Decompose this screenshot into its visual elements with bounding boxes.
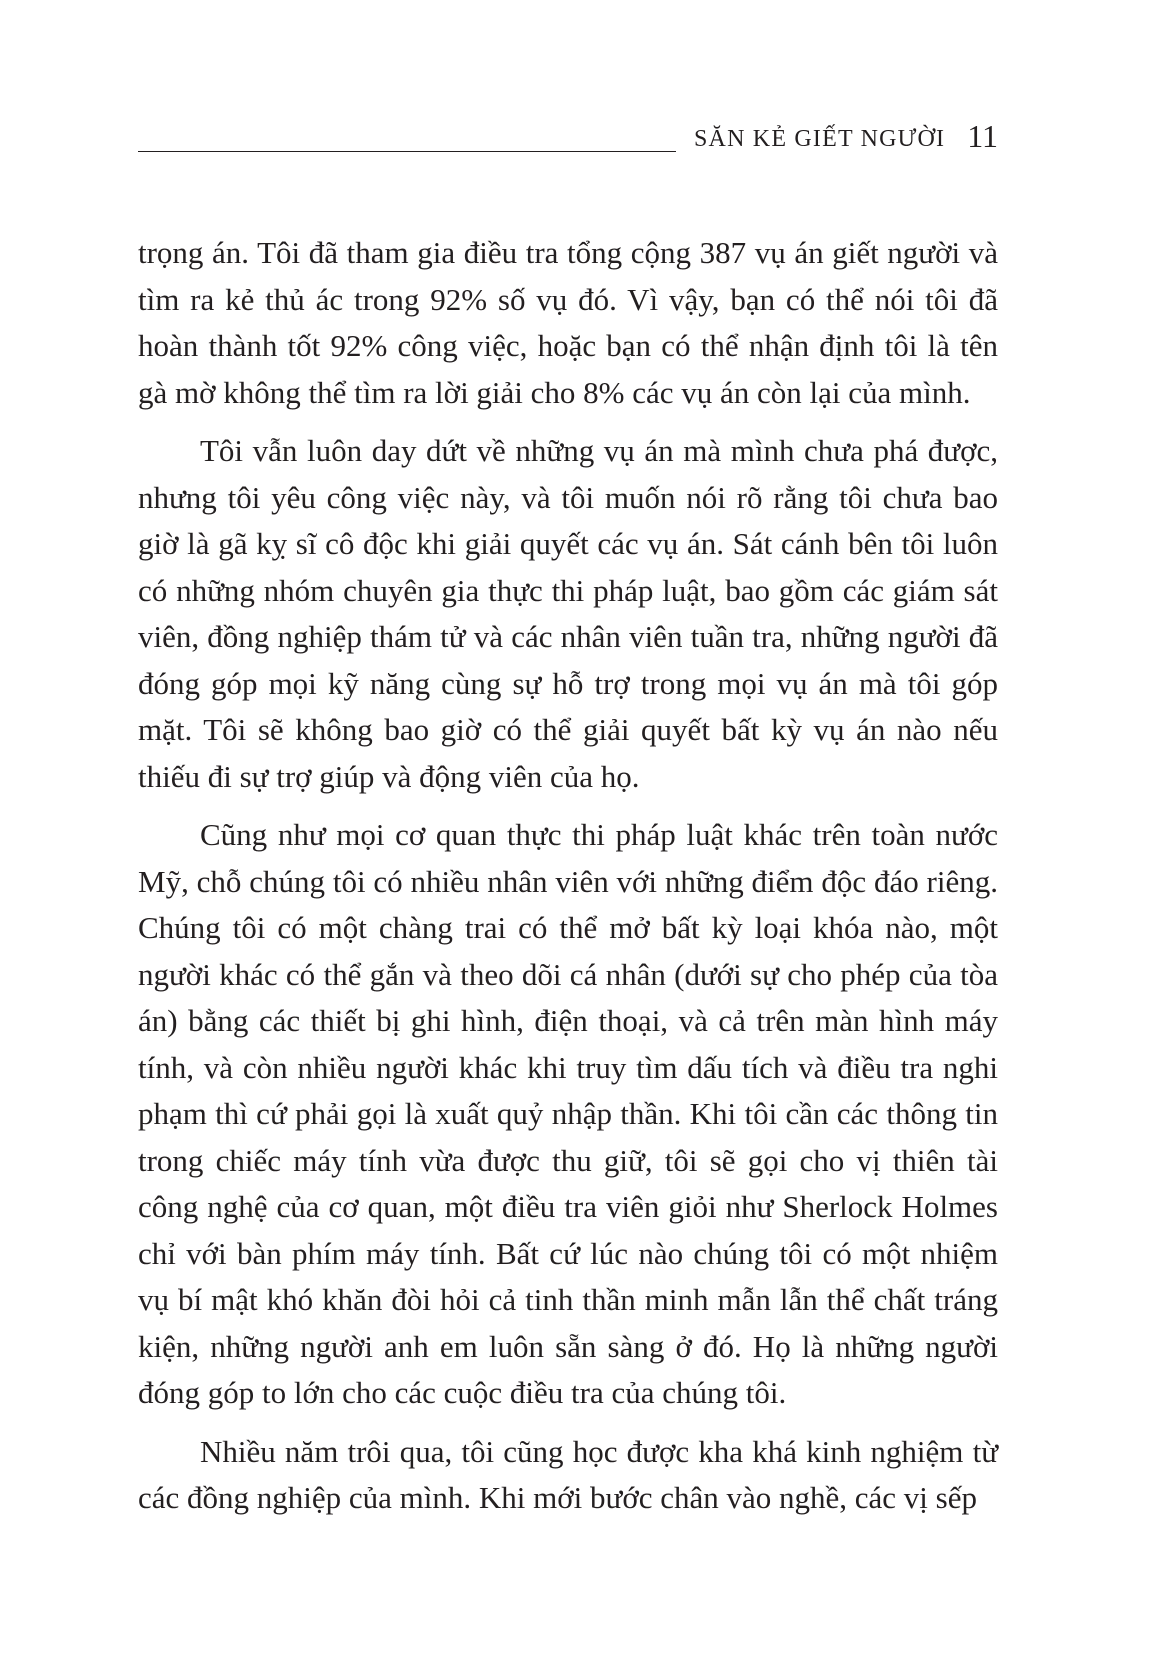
paragraph-4: Nhiều năm trôi qua, tôi cũng học được kha khá kinh nghiệm từ các đồng nghiệp của mình. Khi mới bước chân vào nghề, các vị sếp <box>138 1433 998 1515</box>
paragraph-2: Tôi vẫn luôn day dứt về những vụ án mà mình chưa phá được, nhưng tôi yêu công việc này, và tôi muốn nói rõ rằng tôi chưa bao giờ là gã kỵ sĩ cô độc khi giải quyết các vụ án. Sát cánh bên tôi luôn có những nhóm chuyên gia thực thi pháp luật, bao gồm các giám sát viên, đồng nghiệp thám tử và các nhân viên tuần tra, những người đã đóng góp mọi kỹ năng cùng sự hỗ trợ trong mọi vụ án mà tôi góp mặt. Tôi sẽ không bao giờ có thể giải quyết bất kỳ vụ án nào nếu thiếu đi sự trợ giúp và động viên của họ. <box>138 433 998 794</box>
paragraph-1: trọng án. Tôi đã tham gia điều tra tổng cộng 387 vụ án giết người và tìm ra kẻ thủ ác trong 92% số vụ đó. Vì vậy, bạn có thể nói tôi đã hoàn thành tốt 92% công việc, hoặc bạn có thể nhận định tôi là tên gà mờ không thể tìm ra lời giải cho 8% các vụ án còn lại của mình. <box>138 235 998 410</box>
body-text <box>138 230 998 1534</box>
header-rule <box>138 151 676 152</box>
paragraph-3: Cũng như mọi cơ quan thực thi pháp luật khác trên toàn nước Mỹ, chỗ chúng tôi có nhiều nhân viên với những điểm độc đáo riêng. Chúng tôi có một chàng trai có thể mở bất kỳ loại khóa nào, một người khác có thể gắn và theo dõi cá nhân (dưới sự cho phép của tòa án) bằng các thiết bị ghi hình, điện thoại, và cả trên màn hình máy tính, và còn nhiều người khác khi truy tìm dấu tích và điều tra nghi phạm thì cứ phải gọi là xuất quỷ nhập thần. Khi tôi cần các thông tin trong chiếc máy tính vừa được thu giữ, tôi sẽ gọi cho vị thiên tài công nghệ của cơ quan, một điều tra viên giỏi như Sherlock Holmes chỉ với bàn phím máy tính. Bất cứ lúc nào chúng tôi có một nhiệm vụ bí mật khó khăn đòi hỏi cả tinh thần minh mẫn lẫn thể chất tráng kiện, những người anh em luôn sẵn sàng ở đó. Họ là những người đóng góp to lớn cho các cuộc điều tra của chúng tôi. <box>138 817 998 1410</box>
page-number: 11 <box>967 118 998 154</box>
running-title: SĂN KẺ GIẾT NGƯỜI <box>694 126 946 152</box>
running-header <box>138 116 998 166</box>
